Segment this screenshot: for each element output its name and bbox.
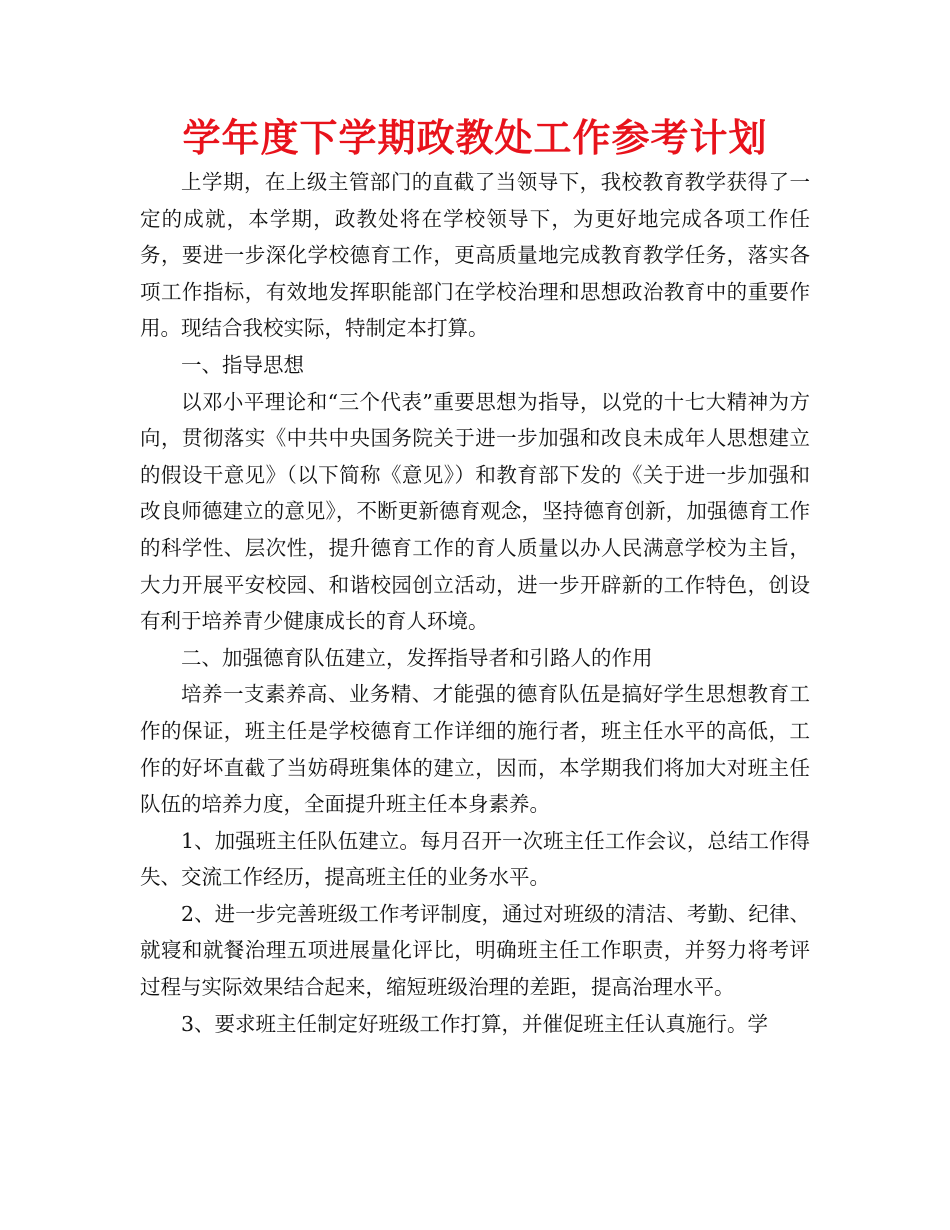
list-item-1: 1、加强班主任队伍建立。每月召开一次班主任工作会议，总结工作得失、交流工作经历，提高班主任的业务水平。 <box>140 828 810 890</box>
section-heading-moral-team: 二、加强德育队伍建立，发挥指导者和引路人的作用 <box>181 645 653 670</box>
document-title: 学年度下学期政教处工作参考计划 <box>182 116 768 160</box>
paragraph-moral-team: 培养一支素养高、业务精、才能强的德育队伍是搞好学生思想教育工作的保证，班主任是学校德育工作详细的施行者，班主任水平的高低，工作的好坏直截了当妨碍班集体的建立，因而，本学期我们将加大对班主任队伍的培养力度，全面提升班主任本身素养。 <box>140 682 810 817</box>
section-heading-guiding-thought: 一、指导思想 <box>181 352 304 377</box>
paragraph-guiding-thought: 以邓小平理论和“三个代表”重要思想为指导，以党的十七大精神为方向，贯彻落实《中共中央国务院关于进一步加强和改良未成年人思想建立的假设干意见》（以下简称《意见》）和教育部下发的《关于进一步加强和改良师德建立的意见》，不断更新德育观念，坚持德育创新，加强德育工作的科学性、层次性，提升德育工作的育人质量以办人民满意学校为主旨，大力开展平安校园、和谐校园创立活动，进一步开辟新的工作特色，创设有利于培养青少健康成长的育人环境。 <box>140 389 810 634</box>
document-body <box>140 164 810 1042</box>
paragraph-intro: 上学期，在上级主管部门的直截了当领导下，我校教育教学获得了一定的成就，本学期，政教处将在学校领导下，为更好地完成各项工作任务，要进一步深化学校德育工作，更高质量地完成教育教学任务，落实各项工作指标，有效地发挥职能部门在学校治理和思想政治教育中的重要作用。现结合我校实际，特制定本打算。 <box>140 170 810 341</box>
list-item-3: 3、要求班主任制定好班级工作打算，并催促班主任认真施行。学 <box>181 1011 769 1036</box>
list-item-2: 2、进一步完善班级工作考评制度，通过对班级的清洁、考勤、纪律、就寝和就餐治理五项进展量化评比，明确班主任工作职责，并努力将考评过程与实际效果结合起来，缩短班级治理的差距，提高治理水平。 <box>140 901 810 1000</box>
